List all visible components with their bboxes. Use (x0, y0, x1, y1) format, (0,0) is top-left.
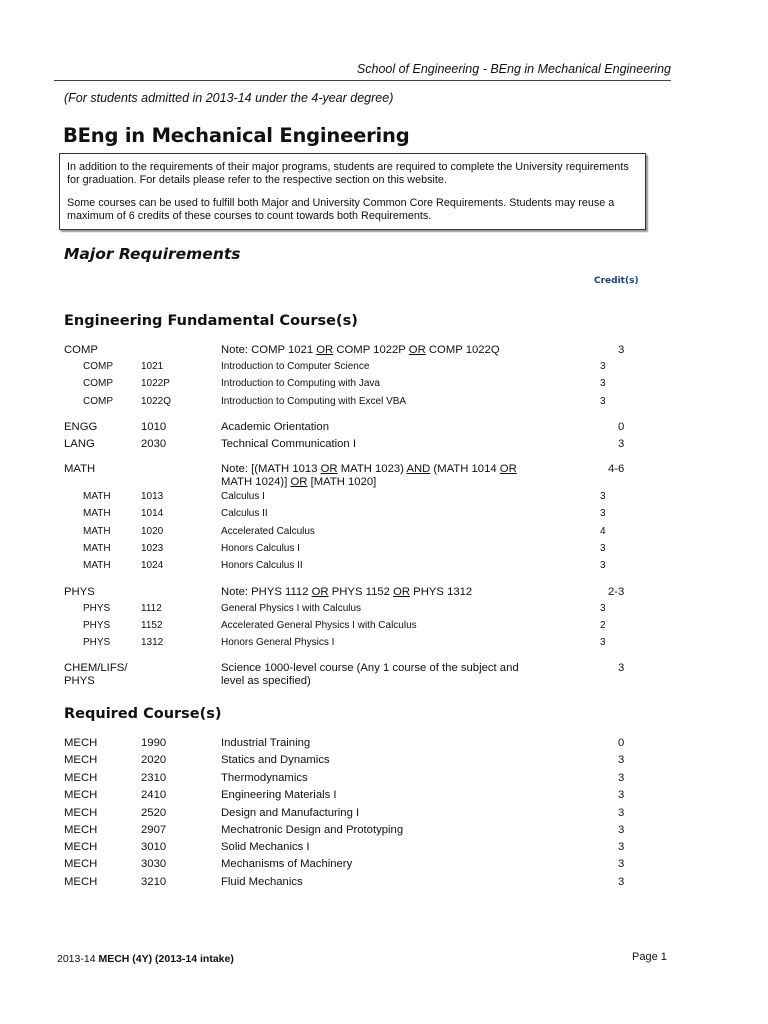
credits: 4-6 (608, 463, 625, 475)
notice-paragraph-1: In addition to the requirements of their major programs, students are required to complete the University requirements for graduation. For details please refer to the respective section on this website. (67, 161, 629, 186)
course-number: 2030 (141, 438, 167, 450)
credits: 0 (618, 737, 625, 749)
credits: 3 (600, 378, 606, 389)
course-title: Thermodynamics (221, 772, 308, 784)
group-note-line2: MATH 1024)] OR [MATH 1020] (221, 476, 377, 488)
course-title: Solid Mechanics I (221, 841, 310, 853)
credits: 0 (618, 421, 625, 433)
page-title: BEng in Mechanical Engineering (63, 124, 410, 147)
footer-program-code (57, 953, 234, 965)
header-divider (54, 80, 671, 81)
subject: COMP (83, 396, 113, 407)
subject: MATH (83, 543, 111, 554)
subject: MATH (83, 508, 111, 519)
course-number: 1990 (141, 737, 167, 749)
credits: 3 (618, 772, 625, 784)
subject: MECH (64, 876, 98, 888)
course-title: Calculus I (221, 491, 265, 502)
course-number: 1024 (141, 560, 164, 571)
course-number: 2020 (141, 754, 167, 766)
subject: PHYS (64, 586, 95, 598)
course-title: Accelerated General Physics I with Calculus (221, 620, 417, 631)
document-header-title: School of Engineering - BEng in Mechanical Engineering (356, 62, 671, 76)
credits: 3 (600, 637, 606, 648)
course-number: 1022P (141, 378, 170, 389)
course-number: 1312 (141, 637, 164, 648)
credits: 3 (618, 824, 625, 836)
course-title: Academic Orientation (221, 421, 329, 433)
course-number: 1021 (141, 361, 164, 372)
credits: 3 (618, 344, 625, 356)
credits: 4 (600, 526, 606, 537)
course-number: 1152 (141, 620, 163, 631)
subject: MECH (64, 737, 98, 749)
credits: 3 (618, 841, 625, 853)
subject: ENGG (64, 421, 98, 433)
footer-year: 2013-14 (57, 953, 99, 965)
credit-column-heading: Credit(s) (594, 276, 639, 286)
subject: PHYS (83, 603, 111, 614)
course-title: Mechanisms of Machinery (221, 858, 353, 870)
subject: PHYS (83, 637, 111, 648)
major-requirements-heading: Major Requirements (64, 245, 241, 263)
course-number: 3210 (141, 876, 167, 888)
subject: MECH (64, 807, 98, 819)
course-title: Honors Calculus I (221, 543, 300, 554)
subject: MATH (83, 491, 111, 502)
credits: 3 (618, 789, 625, 801)
course-number: 2520 (141, 807, 167, 819)
subject: MECH (64, 754, 98, 766)
course-number: 2410 (141, 789, 167, 801)
credits: 3 (618, 858, 625, 870)
course-title: Honors Calculus II (221, 560, 303, 571)
course-title: Fluid Mechanics (221, 876, 303, 888)
group-note: Note: PHYS 1112 OR PHYS 1152 OR PHYS 1312 (221, 586, 473, 598)
course-number: 1010 (141, 421, 167, 433)
course-number: 2310 (141, 772, 167, 784)
credits: 3 (600, 543, 606, 554)
subject: MATH (64, 463, 96, 475)
subject: MECH (64, 824, 98, 836)
course-number: 2907 (141, 824, 167, 836)
credits: 3 (600, 491, 606, 502)
subject: MATH (83, 526, 111, 537)
course-title: Technical Communication I (221, 438, 356, 450)
course-number: 1013 (141, 491, 164, 502)
credits: 3 (600, 508, 606, 519)
course-number: 1112 (141, 603, 162, 614)
course-title: Statics and Dynamics (221, 754, 330, 766)
credits: 3 (600, 560, 606, 571)
subject-line2: PHYS (64, 675, 95, 687)
engineering-fundamental-heading: Engineering Fundamental Course(s) (64, 313, 358, 329)
subject: COMP (83, 378, 113, 389)
course-title-line2: level as specified) (221, 675, 311, 687)
course-title: Introduction to Computing with Excel VBA (221, 396, 407, 407)
course-title: Calculus II (221, 508, 268, 519)
group-note: Note: COMP 1021 OR COMP 1022P OR COMP 1022Q (221, 344, 500, 356)
course-title: Accelerated Calculus (221, 526, 315, 537)
subject: MECH (64, 858, 98, 870)
course-title: Design and Manufacturing I (221, 807, 360, 819)
course-title: Engineering Materials I (221, 789, 337, 801)
course-number: 3010 (141, 841, 167, 853)
course-title: Science 1000-level course (Any 1 course of the subject and (221, 662, 519, 674)
course-title: Introduction to Computer Science (221, 361, 370, 372)
credits: 3 (600, 396, 606, 407)
subject: CHEM/LIFS/ (64, 662, 128, 674)
intake-note: (For students admitted in 2013-14 under the 4-year degree) (64, 91, 394, 105)
credits: 3 (618, 438, 625, 450)
required-courses-heading: Required Course(s) (64, 706, 222, 722)
subject: PHYS (83, 620, 111, 631)
course-number: 1014 (141, 508, 164, 519)
course-title: Mechatronic Design and Prototyping (221, 824, 404, 836)
course-number: 3030 (141, 858, 167, 870)
course-title: Honors General Physics I (221, 637, 335, 648)
credits: 2 (600, 620, 606, 631)
subject: COMP (83, 361, 113, 372)
course-title: Introduction to Computing with Java (221, 378, 380, 389)
subject: COMP (64, 344, 98, 356)
page-number: Page 1 (632, 951, 667, 963)
credits: 3 (618, 876, 625, 888)
course-number: 1022Q (141, 396, 172, 407)
subject: MATH (83, 560, 111, 571)
notice-paragraph-2: Some courses can be used to fulfill both Major and University Common Core Requirements. Students may reuse a maximum of 6 credits of these courses to count towards both Requirements. (67, 197, 615, 222)
subject: MECH (64, 789, 98, 801)
subject: MECH (64, 841, 98, 853)
notice-box (59, 153, 646, 230)
subject: MECH (64, 772, 98, 784)
credits: 3 (618, 754, 625, 766)
course-number: 1020 (141, 526, 164, 537)
credits: 3 (600, 361, 606, 372)
subject: LANG (64, 438, 95, 450)
credits: 3 (618, 662, 625, 674)
footer-code: MECH (4Y) (2013-14 intake) (98, 953, 234, 965)
course-title: Industrial Training (221, 737, 311, 749)
group-note: Note: [(MATH 1013 OR MATH 1023) AND (MATH 1014 OR (221, 463, 517, 475)
credits: 3 (600, 603, 606, 614)
course-title: General Physics I with Calculus (221, 603, 362, 614)
credits: 3 (618, 807, 625, 819)
course-number: 1023 (141, 543, 164, 554)
credits: 2-3 (608, 586, 625, 598)
